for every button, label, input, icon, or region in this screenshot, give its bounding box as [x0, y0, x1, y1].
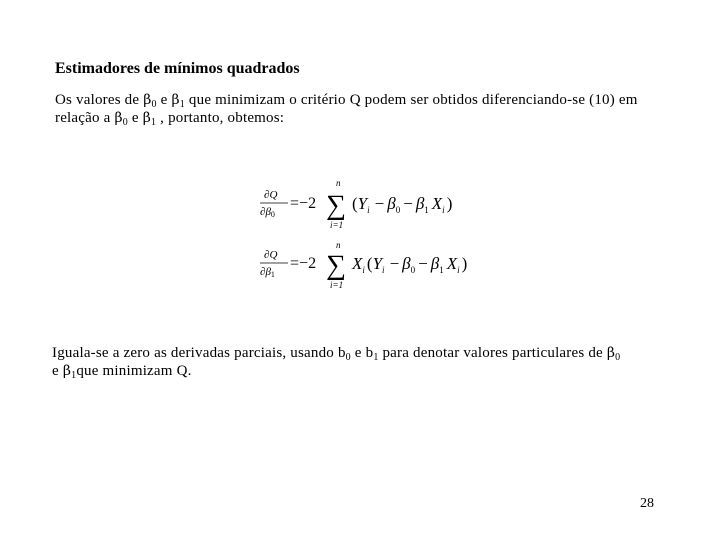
beta-symbol: β	[171, 92, 180, 108]
svg-text:=−2: =−2	[290, 195, 317, 212]
svg-text:=−2: =−2	[290, 255, 317, 272]
conclusion-text-a: Iguala-se a zero as derivadas parciais, usando b	[52, 345, 346, 361]
subscript-1: 1	[373, 352, 379, 363]
intro-paragraph	[55, 91, 675, 127]
subscript-1: 1	[151, 117, 157, 128]
beta-symbol: β	[142, 110, 152, 126]
svg-text:∂Q: ∂Q	[264, 249, 278, 261]
beta-symbol: β	[62, 363, 72, 379]
slide-title: Estimadores de mínimos quadrados	[55, 60, 300, 77]
equations-block	[252, 176, 512, 301]
conclusion-text-b: e b	[350, 345, 374, 361]
page-number: 28	[640, 496, 654, 511]
subscript-0: 0	[615, 352, 621, 363]
beta-symbol: β	[143, 92, 152, 108]
conclusion-paragraph	[52, 344, 672, 380]
sum-lower-limit: i=1	[330, 220, 344, 230]
subscript-0: 0	[151, 99, 157, 110]
conclusion-text-e: que minimizam Q.	[76, 363, 192, 379]
subscript-1: 1	[179, 99, 185, 110]
intro-text-a: Os valores de	[55, 92, 144, 108]
intro-text-b: e	[156, 92, 172, 108]
sum-lower-limit: i=1	[330, 280, 344, 290]
beta-symbol: β	[606, 345, 616, 361]
svg-text:∂β1: ∂β1	[260, 266, 275, 279]
sum-upper-limit: n	[336, 178, 341, 188]
svg-text:∂β0: ∂β0	[260, 206, 275, 219]
svg-text:(Yi−β0−β1Xi): ($Y_i - \beta_0 - \beta_1$ $X_i$ )	[352, 194, 453, 215]
subscript-0: 0	[122, 117, 128, 128]
equation-2	[260, 240, 467, 290]
subscript-1: 1	[71, 370, 77, 381]
svg-text:Xi(Yi−β0−β1Xi): $X_i$ ($Y_i - \beta_0 - \beta_1$ $X_i$ )	[352, 254, 468, 275]
equations-svg	[252, 176, 512, 296]
conclusion-text-d: e	[52, 363, 63, 379]
intro-text-d: e	[127, 110, 143, 126]
equation-1	[260, 178, 452, 230]
sigma-symbol: ∑	[326, 250, 346, 281]
svg-text:∂Q: ∂Q	[264, 189, 278, 201]
beta-symbol: β	[114, 110, 123, 126]
intro-text-e: , portanto, obtemos:	[156, 110, 285, 126]
subscript-0: 0	[345, 352, 351, 363]
conclusion-text-c: para denotar valores particulares de	[378, 345, 607, 361]
sum-upper-limit: n	[336, 240, 341, 250]
sigma-symbol: ∑	[326, 190, 346, 221]
intro-text-c: que minimizam o critério Q podem ser obtidos diferenciando-se (10) em relação a	[55, 92, 638, 126]
